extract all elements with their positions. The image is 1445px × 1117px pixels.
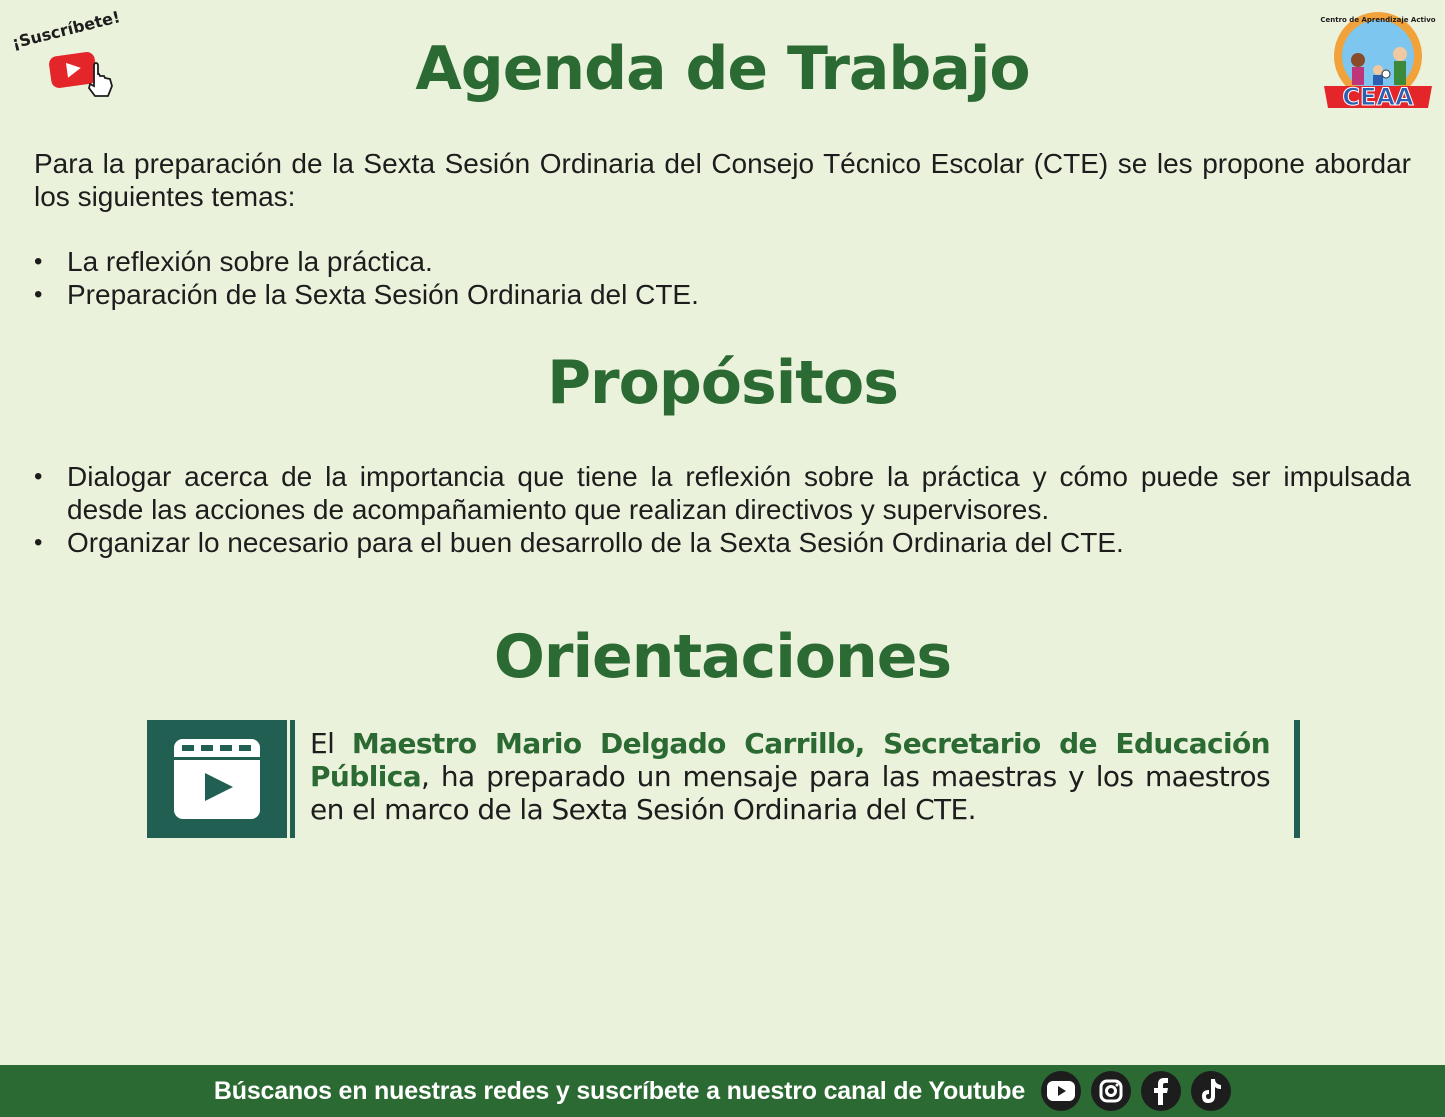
footer-text: Búscanos en nuestras redes y suscríbete a nuestro canal de Youtube — [213, 1076, 1026, 1105]
orientation-highlight: Maestro Mario Delgado Carrillo, Secretario de Educación Pública — [310, 727, 1270, 793]
video-thumbnail[interactable] — [147, 720, 287, 838]
list-item: • Organizar lo necesario para el buen desarrollo de la Sexta Sesión Ordinaria del CTE. — [34, 526, 1411, 559]
tiktok-icon[interactable] — [1191, 1071, 1231, 1111]
page-title: Agenda de Trabajo — [415, 34, 1030, 104]
logo-arc-text: Centro de Aprendizaje Activo — [1320, 16, 1436, 24]
orientation-suffix: , ha preparado un mensaje para las maestras y los maestros en el marco de la Sexta Sesión Ordinaria del CTE. — [310, 760, 1270, 826]
purposes-title: Propósitos — [547, 348, 898, 418]
orientation-text — [310, 727, 1270, 826]
purposes-list — [34, 460, 1411, 559]
video-player-icon — [172, 737, 262, 821]
topics-list — [34, 245, 1411, 311]
divider — [290, 720, 295, 838]
footer — [0, 1065, 1445, 1117]
ceaa-logo — [1320, 10, 1436, 110]
logo-text: CEAA — [1342, 83, 1414, 110]
agenda-intro: Para la preparación de la Sexta Sesión Ordinaria del Consejo Técnico Escolar (CTE) se les propone abordar los siguientes temas: — [34, 148, 1411, 212]
orientation-prefix: El — [310, 727, 352, 760]
divider — [1294, 720, 1300, 838]
list-item: • La reflexión sobre la práctica. — [34, 245, 1411, 278]
subscribe-label: ¡Suscríbete! — [10, 7, 123, 53]
list-item: • Dialogar acerca de la importancia que tiene la reflexión sobre la práctica y cómo puede ser impulsada desde las acciones de acompañamiento que realizan directivos y supervisores. — [34, 460, 1411, 526]
youtube-icon[interactable] — [1041, 1071, 1081, 1111]
list-item: • Preparación de la Sexta Sesión Ordinaria del CTE. — [34, 278, 1411, 311]
instagram-icon[interactable] — [1091, 1071, 1131, 1111]
facebook-icon[interactable] — [1141, 1071, 1181, 1111]
orientations-title: Orientaciones — [493, 622, 952, 692]
